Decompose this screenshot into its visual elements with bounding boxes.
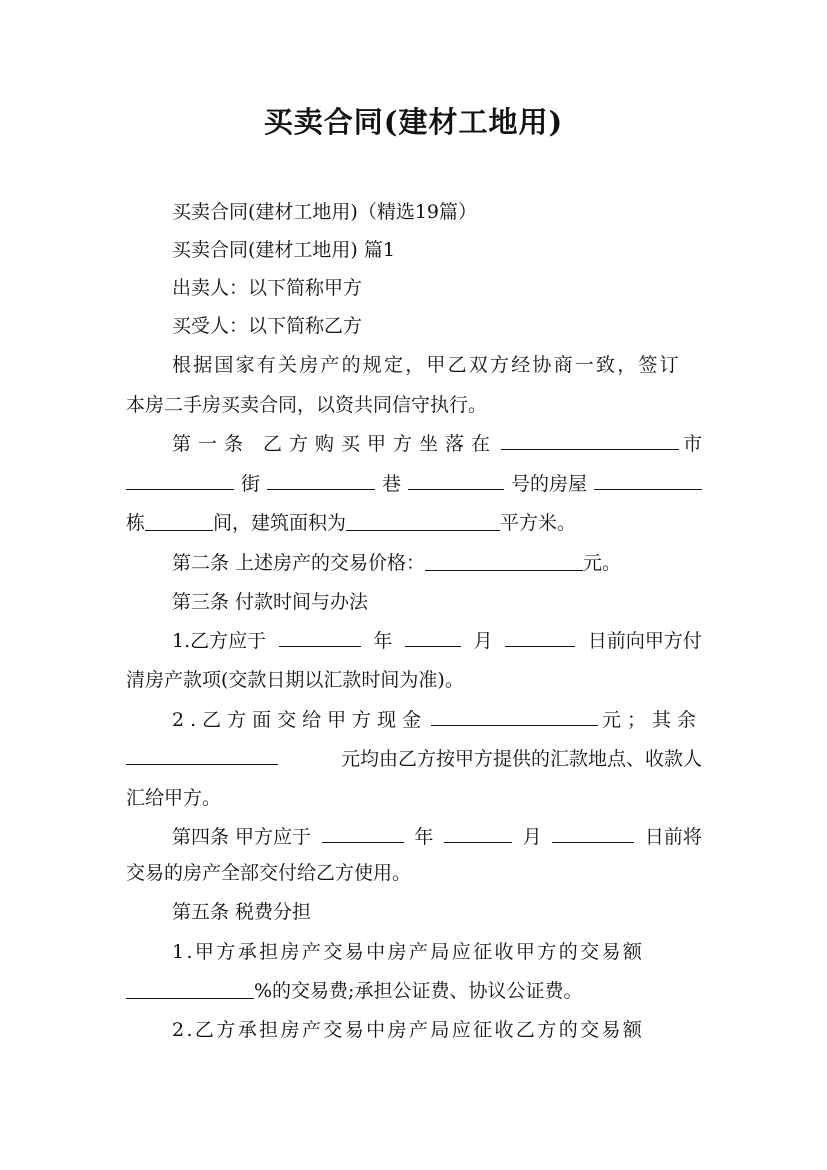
building-label: 栋 bbox=[126, 512, 146, 534]
year-label: 年 bbox=[373, 630, 393, 652]
article-1-line-2 bbox=[126, 469, 702, 499]
payment-2-line-2 bbox=[126, 744, 702, 774]
tax-1-text-2: %的交易费;承担公证费、协议公证费。 bbox=[254, 980, 583, 1002]
tax-1-line-2 bbox=[126, 976, 702, 1006]
area-blank bbox=[346, 529, 500, 531]
payment-1-line-1 bbox=[126, 626, 702, 656]
payment-2-line-1 bbox=[126, 705, 702, 735]
tax-1-line-1 bbox=[126, 937, 702, 967]
article-1-line-1 bbox=[126, 429, 702, 459]
article-1-text: 第一条 乙方购买甲方坐落在 bbox=[172, 433, 498, 455]
article-3-heading: 第三条 付款时间与办法 bbox=[172, 591, 369, 613]
article-4-text: 第四条 甲方应于 bbox=[172, 826, 312, 848]
payment-2-text: 2.乙方面交给甲方现金 bbox=[172, 709, 428, 731]
district-blank bbox=[126, 488, 234, 490]
area-unit: 平方米。 bbox=[500, 512, 577, 534]
payment-1-text: 1.乙方应于 bbox=[172, 630, 267, 652]
buyer-line: 买受人：以下简称乙方 bbox=[172, 315, 363, 337]
house-blank bbox=[594, 488, 702, 490]
tax-2-text: 2.乙方承担房产交易中房产局应征收乙方的交易额 bbox=[172, 1019, 645, 1041]
city-label: 市 bbox=[682, 433, 702, 455]
preamble-line-2: 本房二手房买卖合同，以资共同信守执行。 bbox=[126, 394, 488, 416]
building-blank bbox=[145, 529, 213, 531]
payment-1-line-2: 清房产款项(交款日期以汇款时间为准)。 bbox=[126, 669, 464, 691]
tax-2-line-1 bbox=[126, 1015, 702, 1045]
remainder-blank bbox=[126, 763, 278, 765]
city-blank bbox=[501, 448, 679, 450]
payment-year-blank bbox=[279, 645, 361, 647]
lane-label: 巷 bbox=[381, 473, 401, 495]
price-unit: 元。 bbox=[583, 552, 622, 574]
delivery-month-label: 月 bbox=[522, 826, 542, 848]
article-4-line-2: 交易的房产全部交付给乙方使用。 bbox=[126, 862, 412, 884]
tax-rate-blank bbox=[126, 997, 254, 999]
article-2-text: 第二条 上述房产的交易价格： bbox=[172, 552, 426, 574]
lane-blank bbox=[408, 488, 504, 490]
street-label: 街 bbox=[240, 473, 260, 495]
subtitle-line: 买卖合同(建材工地用)（精选19篇） bbox=[172, 201, 478, 223]
street-blank bbox=[267, 488, 375, 490]
article-4-line-1 bbox=[126, 822, 702, 852]
document-title: 买卖合同(建材工地用) bbox=[263, 105, 564, 139]
article-2-line bbox=[126, 548, 702, 578]
price-blank bbox=[425, 569, 583, 571]
preamble-line-1 bbox=[126, 350, 702, 380]
article-1-line-3 bbox=[126, 508, 702, 538]
remainder-text: 元均由乙方按甲方提供的汇款地点、收款人 bbox=[340, 748, 702, 770]
delivery-year-blank bbox=[322, 841, 404, 843]
section-heading: 买卖合同(建材工地用) 篇1 bbox=[172, 239, 395, 261]
article-5-heading: 第五条 税费分担 bbox=[172, 901, 312, 923]
payment-month-blank bbox=[405, 645, 461, 647]
cash-unit: 元；其余 bbox=[601, 709, 702, 731]
delivery-month-blank bbox=[444, 841, 512, 843]
seller-line: 出卖人：以下简称甲方 bbox=[172, 277, 363, 299]
delivery-day-blank bbox=[552, 841, 634, 843]
area-label: 间，建筑面积为 bbox=[213, 512, 347, 534]
cash-blank bbox=[431, 724, 598, 726]
delivery-year-label: 年 bbox=[414, 826, 434, 848]
tax-1-text: 1.甲方承担房产交易中房产局应征收甲方的交易额 bbox=[172, 941, 645, 963]
month-label: 月 bbox=[473, 630, 493, 652]
delivery-day-label: 日前将 bbox=[644, 826, 702, 848]
preamble-text-1: 根据国家有关房产的规定，甲乙双方经协商一致，签订 bbox=[172, 354, 681, 376]
payment-2-line-3: 汇给甲方。 bbox=[126, 787, 222, 809]
day-label: 日前向甲方付 bbox=[587, 630, 702, 652]
house-number-label: 号的房屋 bbox=[510, 473, 587, 495]
payment-day-blank bbox=[505, 645, 575, 647]
